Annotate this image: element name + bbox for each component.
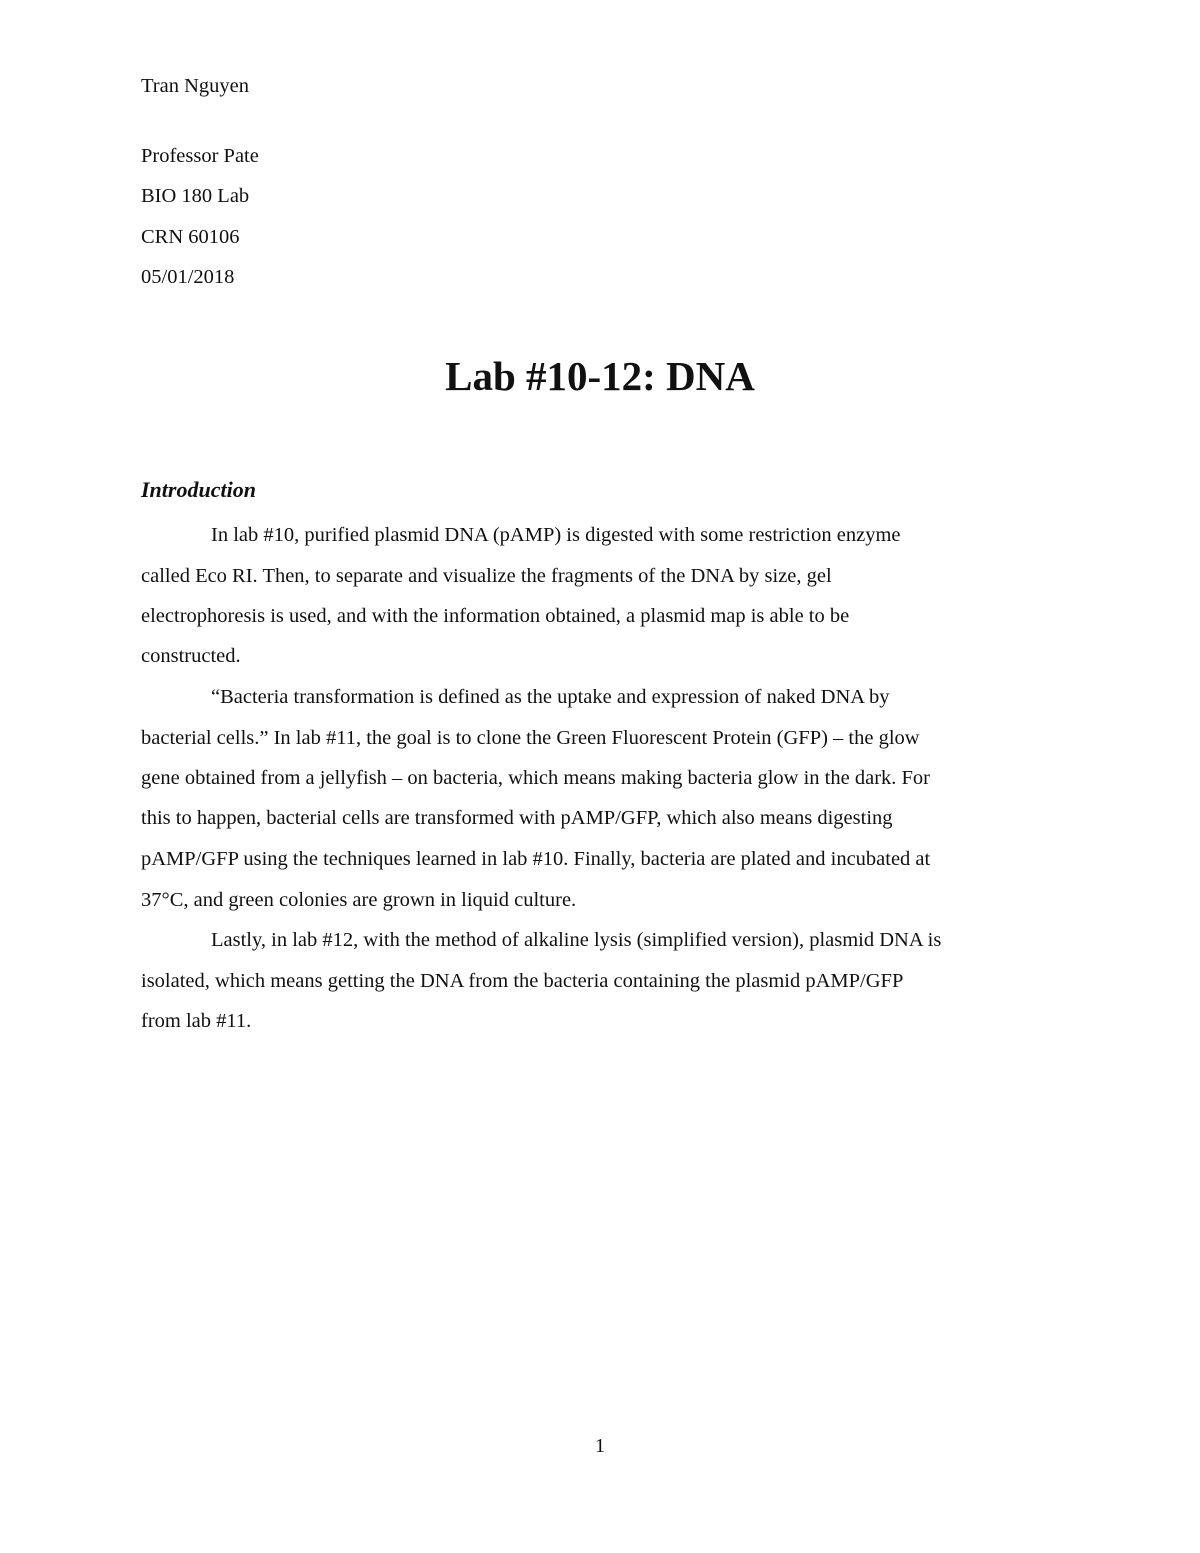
crn-number: CRN 60106 bbox=[141, 226, 240, 248]
body-line: isolated, which means getting the DNA from the bacteria containing the plasmid pAMP/GFP bbox=[141, 970, 904, 992]
body-line: gene obtained from a jellyfish – on bacteria, which means making bacteria glow in the dark. For bbox=[141, 767, 930, 789]
document-title: Lab #10-12: DNA bbox=[445, 353, 755, 399]
body-line: pAMP/GFP using the techniques learned in lab #10. Finally, bacteria are plated and incubated at bbox=[141, 848, 931, 870]
body-line: constructed. bbox=[141, 645, 241, 667]
professor-name: Professor Pate bbox=[141, 145, 259, 167]
section-heading-introduction: Introduction bbox=[141, 477, 256, 502]
author-name: Tran Nguyen bbox=[141, 75, 250, 97]
page-number: 1 bbox=[595, 1435, 605, 1457]
body-line: In lab #10, purified plasmid DNA (pAMP) is digested with some restriction enzyme bbox=[211, 524, 901, 546]
body-line: 37°C, and green colonies are grown in liquid culture. bbox=[141, 889, 577, 911]
body-line: this to happen, bacterial cells are transformed with pAMP/GFP, which also means digesting bbox=[141, 807, 893, 829]
body-line: bacterial cells.” In lab #11, the goal is to clone the Green Fluorescent Protein (GFP) – the glow bbox=[141, 727, 920, 749]
document-date: 05/01/2018 bbox=[141, 266, 235, 288]
body-line: “Bacteria transformation is defined as the uptake and expression of naked DNA by bbox=[211, 686, 890, 708]
body-line: from lab #11. bbox=[141, 1010, 252, 1032]
course-name: BIO 180 Lab bbox=[141, 185, 250, 207]
body-line: Lastly, in lab #12, with the method of alkaline lysis (simplified version), plasmid DNA is bbox=[211, 929, 942, 951]
body-line: electrophoresis is used, and with the information obtained, a plasmid map is able to be bbox=[141, 605, 850, 627]
body-line: called Eco RI. Then, to separate and visualize the fragments of the DNA by size, gel bbox=[141, 565, 832, 587]
